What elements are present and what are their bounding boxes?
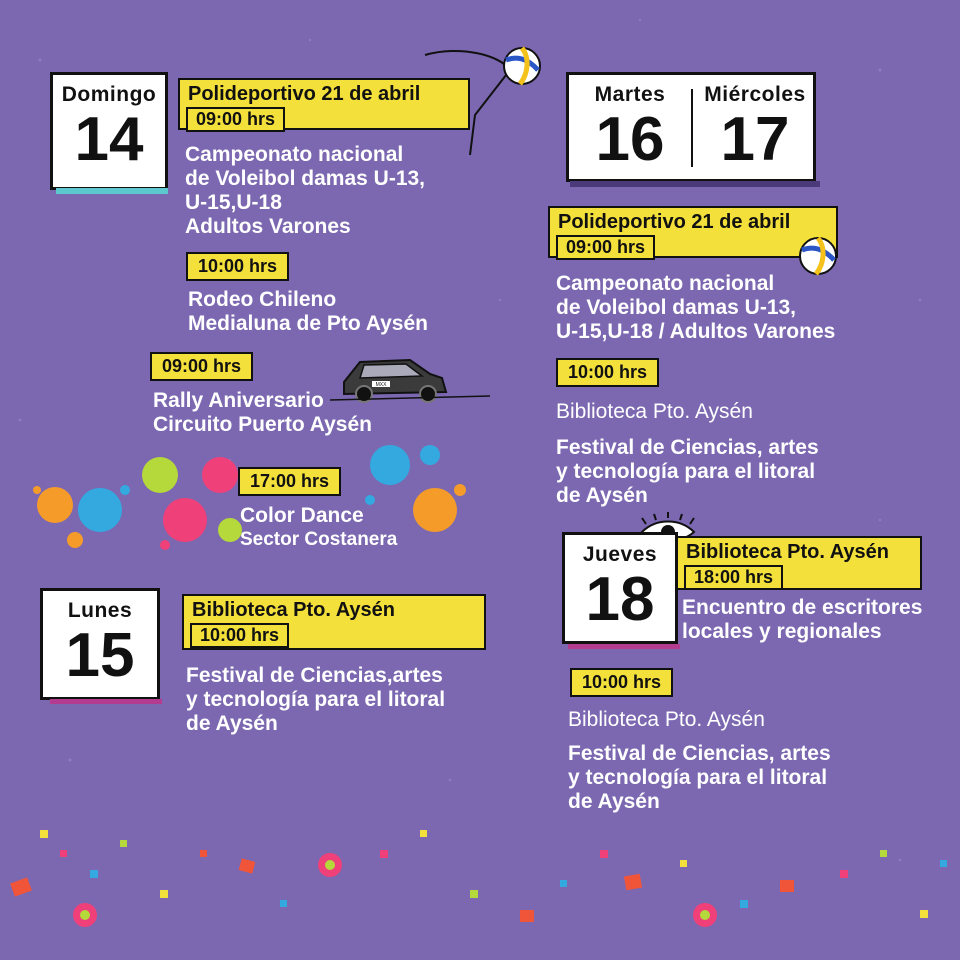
day-card-lunes <box>40 588 160 700</box>
card-underline <box>568 644 680 649</box>
event-festival-martes: Festival de Ciencias, artes y tecnología para el litoral de Aysén <box>556 436 819 507</box>
day-number: 14 <box>74 105 144 174</box>
venue-label: Polideportivo 21 de abril <box>558 211 791 233</box>
confetti-decoration <box>0 820 960 960</box>
venue-label: Polideportivo 21 de abril <box>188 83 421 105</box>
time-box-festival-jueves: 10:00 hrs <box>570 668 673 697</box>
day-number-1: 16 <box>595 105 665 174</box>
event-rodeo: Rodeo Chileno Medialuna de Pto Aysén <box>188 288 428 335</box>
day-card-jueves <box>562 532 678 644</box>
day-name-2: Miércoles <box>704 83 806 106</box>
day-number-2: 17 <box>720 105 790 174</box>
pinwheel-icon <box>73 853 717 927</box>
day-number: 18 <box>585 565 655 634</box>
time-label: 09:00 hrs <box>556 235 655 260</box>
card-underline <box>56 188 168 194</box>
paint-splash-left <box>25 450 245 570</box>
time-box-rally: 09:00 hrs <box>150 352 253 381</box>
card-underline <box>50 699 162 704</box>
time-box-rodeo: 10:00 hrs <box>186 252 289 281</box>
card-divider <box>691 89 693 167</box>
day-name: Jueves <box>582 543 658 566</box>
venue-box-martes <box>548 206 838 258</box>
volleyball-icon <box>502 46 546 90</box>
venue-biblioteca-jueves: Biblioteca Pto. Aysén <box>568 708 765 731</box>
venue-box-lunes <box>182 594 486 650</box>
day-name: Lunes <box>67 599 133 622</box>
time-box-color-dance: 17:00 hrs <box>238 467 341 496</box>
day-number: 15 <box>65 621 135 690</box>
venue-label: Biblioteca Pto. Aysén <box>192 599 396 621</box>
day-card-domingo <box>50 72 168 190</box>
event-festival-lunes: Festival de Ciencias,artes y tecnología para el litoral de Aysén <box>186 664 446 735</box>
event-voleibol-martes: Campeonato nacional de Voleibol damas U-13, U-15,U-18 / Adultos Varones <box>556 272 836 343</box>
day-name-1: Martes <box>594 83 666 106</box>
venue-label: Biblioteca Pto. Aysén <box>686 541 890 563</box>
car-plate: MXX <box>375 382 387 388</box>
time-box-festival-martes: 10:00 hrs <box>556 358 659 387</box>
time-label: 10:00 hrs <box>190 623 289 648</box>
time-label: 09:00 hrs <box>186 107 285 132</box>
venue-biblioteca-martes: Biblioteca Pto. Aysén <box>556 400 753 423</box>
rally-car-icon <box>330 352 490 412</box>
event-voleibol: Campeonato nacional de Voleibol damas U-13, U-15,U-18 Adultos Varones <box>185 143 426 238</box>
event-color-dance: Color Dance Sector Costanera <box>240 504 398 550</box>
day-name: Domingo <box>61 83 157 106</box>
time-label: 18:00 hrs <box>684 565 783 590</box>
event-rally: Rally Aniversario Circuito Puerto Aysén <box>153 389 372 436</box>
card-underline <box>570 181 820 187</box>
event-escritores: Encuentro de escritores locales y regionales <box>682 596 923 643</box>
venue-box-jueves <box>676 536 922 590</box>
day-card-martes-miercoles <box>566 72 816 182</box>
event-festival-jueves: Festival de Ciencias, artes y tecnología para el litoral de Aysén <box>568 742 831 813</box>
